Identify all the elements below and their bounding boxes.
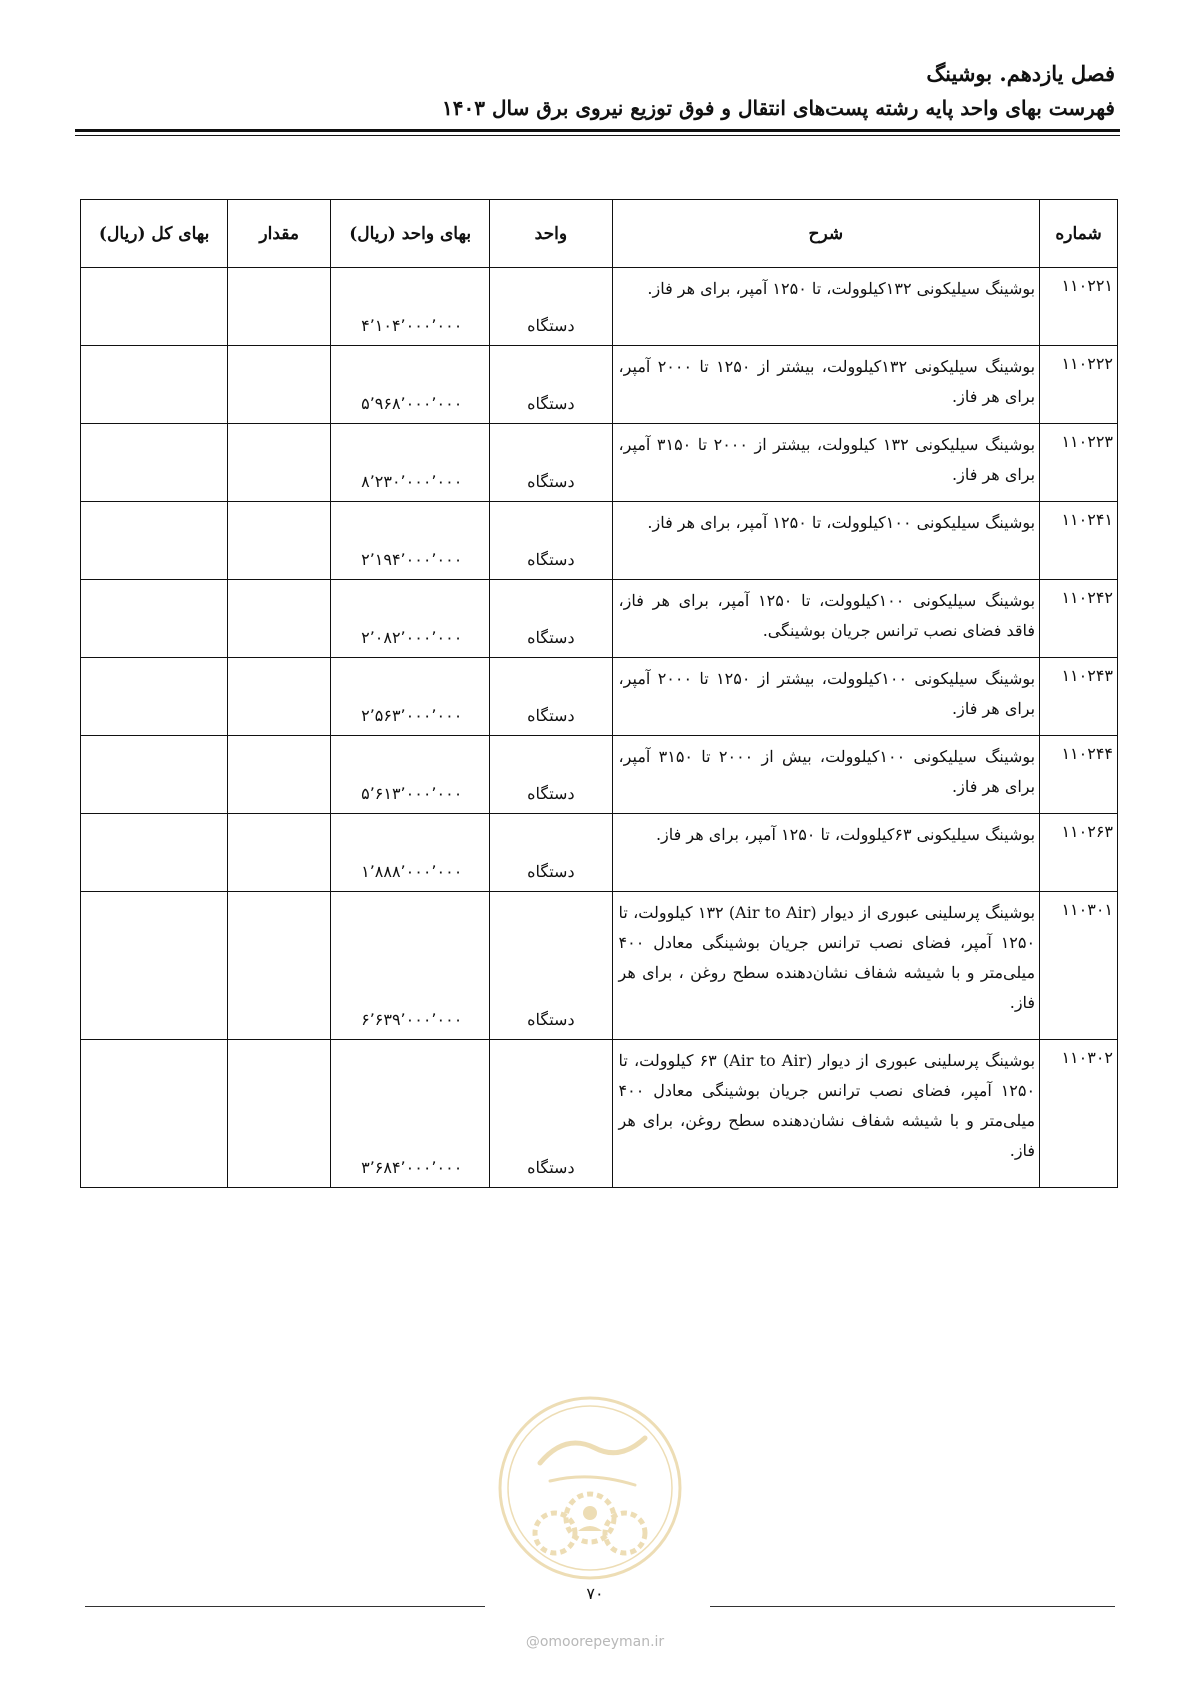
price-table: [80, 199, 1118, 1188]
item-unit: دستگاه: [490, 658, 612, 736]
item-unit-price: ۵٬۶۱۳٬۰۰۰٬۰۰۰: [331, 736, 490, 814]
table-header-row: [81, 200, 1118, 268]
item-description: بوشینگ سیلیکونی ۱۳۲کیلوولت، بیشتر از ۱۲۵۰ تا ۲۰۰۰ آمپر، برای هر فاز.: [612, 346, 1040, 424]
footer-rule-right: [710, 1606, 1115, 1607]
item-unit-price: ۱٬۸۸۸٬۰۰۰٬۰۰۰: [331, 814, 490, 892]
col-header-unit-price: بهای واحد (ریال): [331, 200, 490, 268]
item-description: بوشینگ سیلیکونی ۱۳۲ کیلوولت، بیشتر از ۲۰۰۰ تا ۳۱۵۰ آمپر، برای هر فاز.: [612, 424, 1040, 502]
col-header-total-price: بهای کل (ریال): [81, 200, 228, 268]
item-quantity: [228, 1040, 331, 1188]
table-row: [81, 892, 1118, 1040]
item-unit: دستگاه: [490, 736, 612, 814]
table-row: [81, 502, 1118, 580]
item-code: ۱۱۰۳۰۱: [1040, 892, 1118, 1040]
item-unit-price: ۶٬۶۳۹٬۰۰۰٬۰۰۰: [331, 892, 490, 1040]
header-rule-thick: [75, 129, 1120, 132]
item-unit: دستگاه: [490, 346, 612, 424]
header-rule-thin: [75, 135, 1120, 136]
page-number: ۷۰: [586, 1584, 604, 1603]
item-quantity: [228, 892, 331, 1040]
item-total-price: [81, 658, 228, 736]
col-header-unit: واحد: [490, 200, 612, 268]
item-code: ۱۱۰۲۲۲: [1040, 346, 1118, 424]
item-description: بوشینگ پرسلینی عبوری از دیوار (Air to Air) ۱۳۲ کیلوولت، تا ۱۲۵۰ آمپر، فضای نصب ترانس جریان بوشینگی معادل ۴۰۰ میلی‌متر و با شیشه شفاف نشان‌دهنده سطح روغن ، برای هر فاز.: [612, 892, 1040, 1040]
item-unit-price: ۲٬۱۹۴٬۰۰۰٬۰۰۰: [331, 502, 490, 580]
item-code: ۱۱۰۲۴۱: [1040, 502, 1118, 580]
table-row: [81, 268, 1118, 346]
item-total-price: [81, 424, 228, 502]
table-row: [81, 346, 1118, 424]
watermark-url: @omoorepeyman.ir: [525, 1634, 665, 1650]
item-description: بوشینگ پرسلینی عبوری از دیوار (Air to Air) ۶۳ کیلوولت، تا ۱۲۵۰ آمپر، فضای نصب ترانس جریان بوشینگی معادل ۴۰۰ میلی‌متر و با شیشه شفاف نشان‌دهنده سطح روغن، برای هر فاز.: [612, 1040, 1040, 1188]
item-quantity: [228, 502, 331, 580]
item-unit: دستگاه: [490, 268, 612, 346]
table-row: [81, 580, 1118, 658]
item-description: بوشینگ سیلیکونی ۱۰۰کیلوولت، بیش از ۲۰۰۰ تا ۳۱۵۰ آمپر، برای هر فاز.: [612, 736, 1040, 814]
item-unit-price: ۸٬۲۳۰٬۰۰۰٬۰۰۰: [331, 424, 490, 502]
item-code: ۱۱۰۳۰۲: [1040, 1040, 1118, 1188]
item-quantity: [228, 424, 331, 502]
col-header-quantity: مقدار: [228, 200, 331, 268]
item-unit-price: ۴٬۱۰۴٬۰۰۰٬۰۰۰: [331, 268, 490, 346]
item-quantity: [228, 346, 331, 424]
item-code: ۱۱۰۲۲۳: [1040, 424, 1118, 502]
table-row: [81, 658, 1118, 736]
item-total-price: [81, 736, 228, 814]
item-total-price: [81, 502, 228, 580]
item-quantity: [228, 268, 331, 346]
item-unit: دستگاه: [490, 892, 612, 1040]
footer-rule-left: [85, 1606, 485, 1607]
page-header: [75, 56, 1115, 124]
item-quantity: [228, 814, 331, 892]
item-code: ۱۱۰۲۶۳: [1040, 814, 1118, 892]
chapter-title: فصل یازدهم. بوشینگ: [926, 61, 1115, 86]
item-unit: دستگاه: [490, 424, 612, 502]
item-description: بوشینگ سیلیکونی ۱۰۰کیلوولت، تا ۱۲۵۰ آمپر، برای هر فاز.: [612, 502, 1040, 580]
item-total-price: [81, 814, 228, 892]
col-header-description: شرح: [612, 200, 1040, 268]
item-unit: دستگاه: [490, 1040, 612, 1188]
item-unit: دستگاه: [490, 814, 612, 892]
item-unit: دستگاه: [490, 580, 612, 658]
item-code: ۱۱۰۲۴۳: [1040, 658, 1118, 736]
item-total-price: [81, 892, 228, 1040]
document-subtitle: فهرست بهای واحد پایه رشته پست‌های انتقال و فوق توزیع نیروی برق سال ۱۴۰۳: [442, 96, 1115, 120]
item-unit-price: ۳٬۶۸۴٬۰۰۰٬۰۰۰: [331, 1040, 490, 1188]
col-header-code: شماره: [1040, 200, 1118, 268]
item-unit-price: ۲٬۵۶۳٬۰۰۰٬۰۰۰: [331, 658, 490, 736]
table-row: [81, 814, 1118, 892]
item-unit: دستگاه: [490, 502, 612, 580]
item-unit-price: ۵٬۹۶۸٬۰۰۰٬۰۰۰: [331, 346, 490, 424]
table-row: [81, 736, 1118, 814]
item-quantity: [228, 736, 331, 814]
table-row: [81, 1040, 1118, 1188]
item-unit-price: ۲٬۰۸۲٬۰۰۰٬۰۰۰: [331, 580, 490, 658]
item-code: ۱۱۰۲۴۲: [1040, 580, 1118, 658]
watermark-logo: [495, 1393, 685, 1583]
item-description: بوشینگ سیلیکونی ۱۰۰کیلوولت، بیشتر از ۱۲۵۰ تا ۲۰۰۰ آمپر، برای هر فاز.: [612, 658, 1040, 736]
item-description: بوشینگ سیلیکونی ۶۳کیلوولت، تا ۱۲۵۰ آمپر، برای هر فاز.: [612, 814, 1040, 892]
item-total-price: [81, 346, 228, 424]
item-quantity: [228, 580, 331, 658]
item-description: بوشینگ سیلیکونی ۱۰۰کیلوولت، تا ۱۲۵۰ آمپر، برای هر فاز، فاقد فضای نصب ترانس جریان بوشینگی.: [612, 580, 1040, 658]
table-row: [81, 424, 1118, 502]
item-total-price: [81, 268, 228, 346]
item-code: ۱۱۰۲۴۴: [1040, 736, 1118, 814]
item-total-price: [81, 1040, 228, 1188]
item-total-price: [81, 580, 228, 658]
item-code: ۱۱۰۲۲۱: [1040, 268, 1118, 346]
item-quantity: [228, 658, 331, 736]
item-description: بوشینگ سیلیکونی ۱۳۲کیلوولت، تا ۱۲۵۰ آمپر، برای هر فاز.: [612, 268, 1040, 346]
